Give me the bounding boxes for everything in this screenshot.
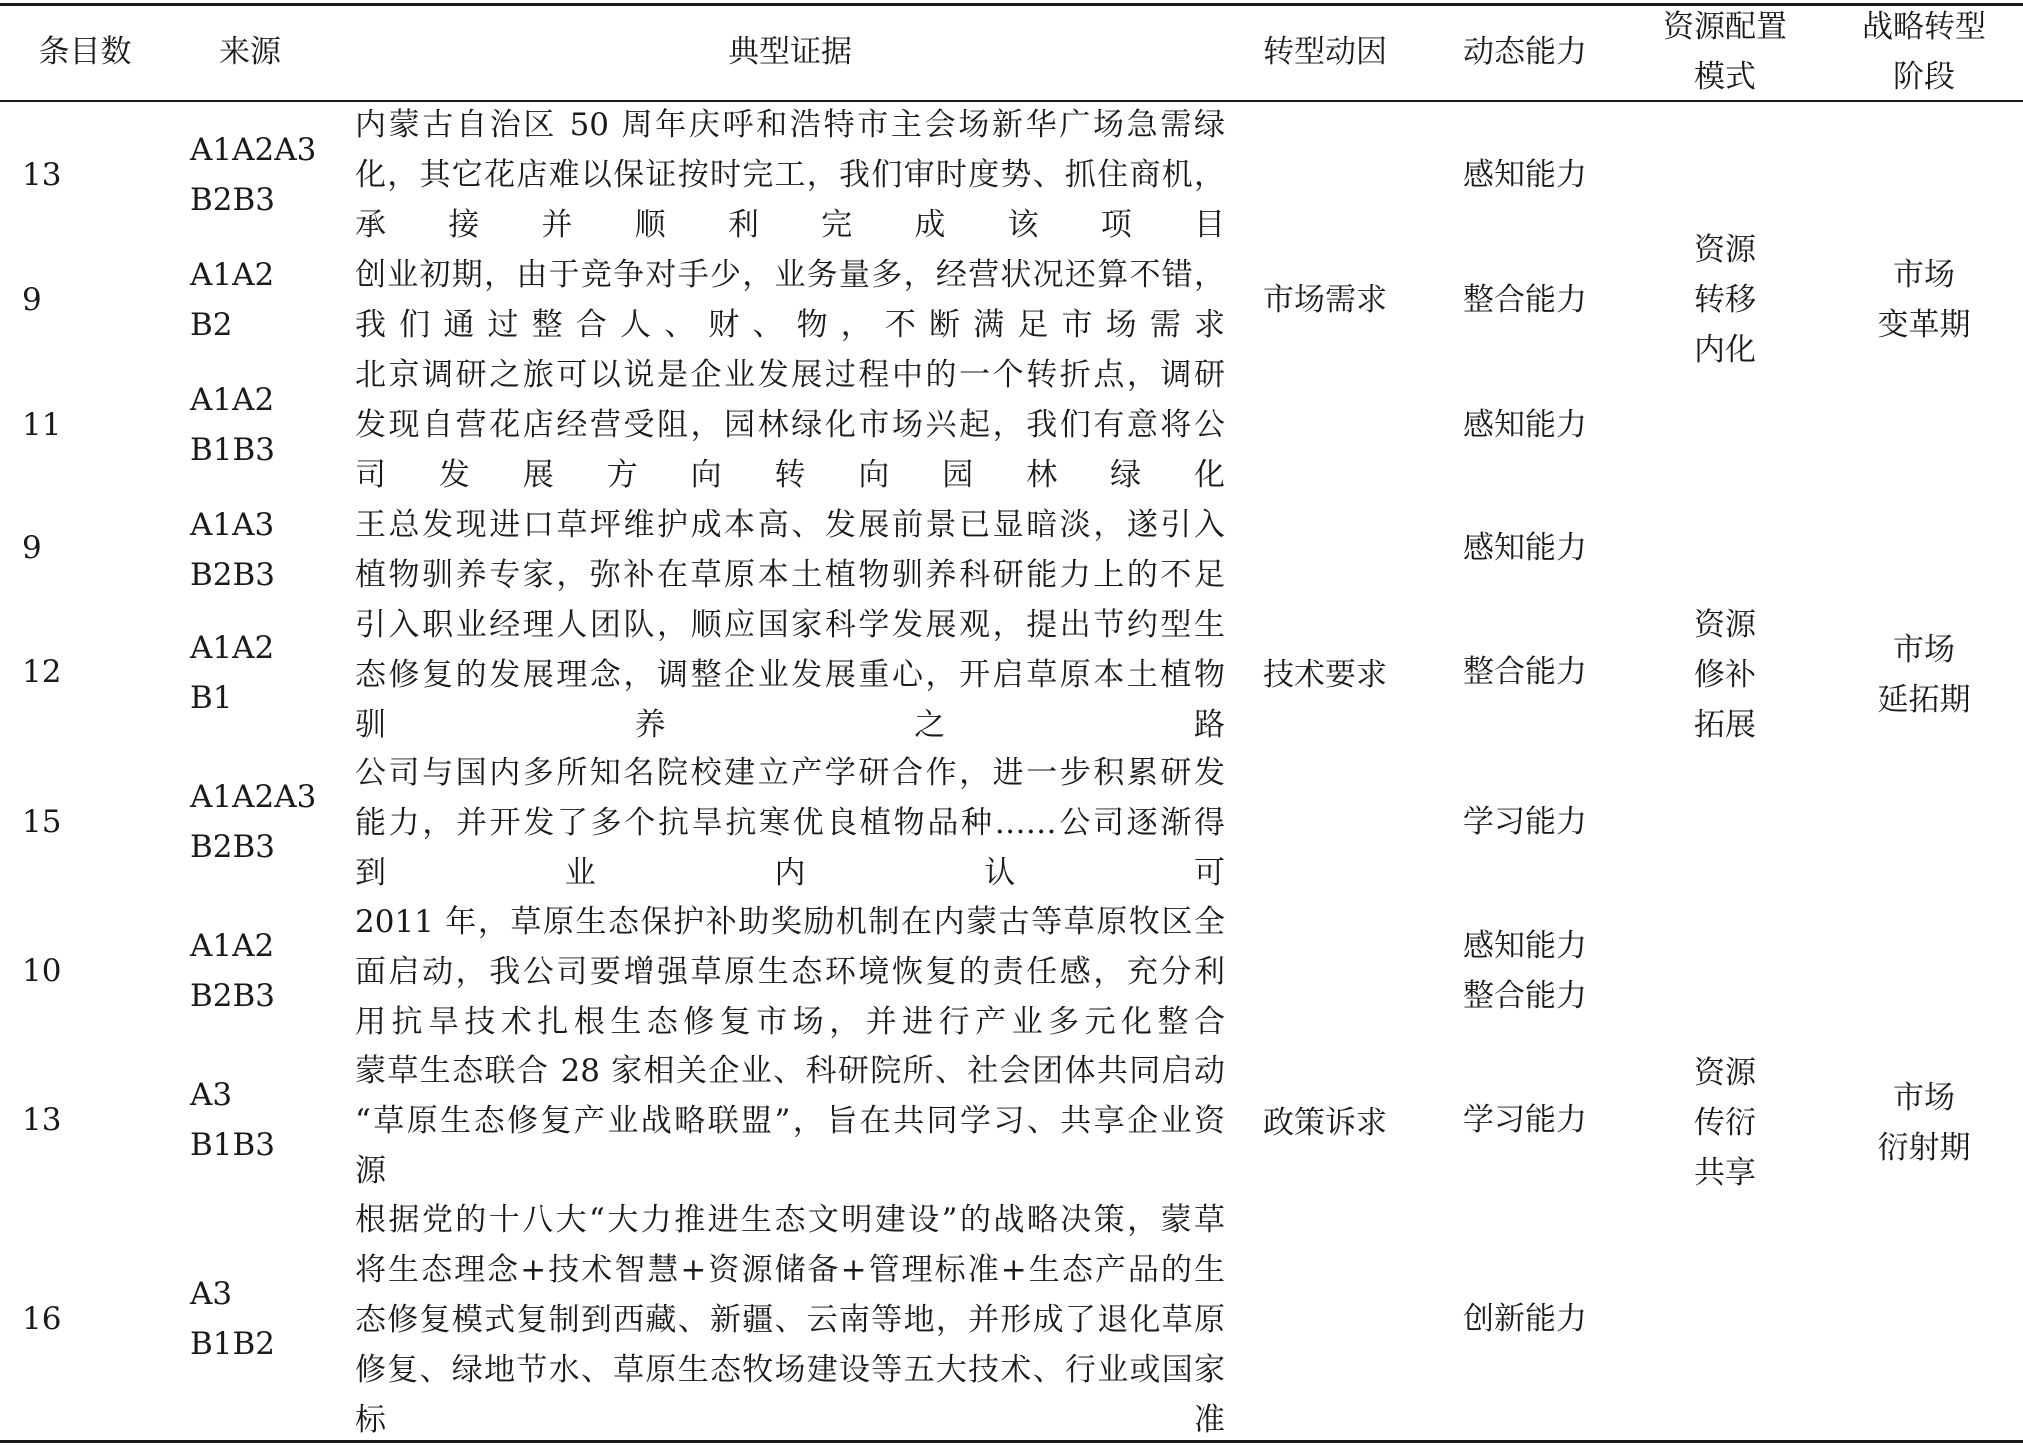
row-source-line: A1A2	[190, 928, 275, 964]
row-evidence	[355, 500, 1225, 600]
mode-line: 资源	[1694, 1055, 1756, 1091]
mode-line: 资源	[1694, 607, 1756, 643]
header-stage-line: 阶段	[1893, 59, 1955, 95]
stage-line: 市场	[1893, 257, 1955, 293]
evidence-line: 到业内认可	[355, 855, 1225, 891]
row-source-line: B2B3	[190, 182, 276, 218]
row-evidence	[355, 1046, 1225, 1196]
header-count: 条目数	[38, 34, 132, 70]
stage-line: 市场	[1893, 632, 1955, 668]
evidence-line: 用抗旱技术扎根生态修复市场，并进行产业多元化整合	[355, 1004, 1225, 1040]
evidence-line: 北京调研之旅可以说是企业发展过程中的一个转折点，调研	[355, 357, 1225, 393]
row-evidence	[355, 1195, 1225, 1445]
group-stage	[1825, 625, 2023, 725]
evidence-line: 发现自营花店经营受阻，园林绿化市场兴起，我们有意将公	[355, 407, 1225, 443]
row-source	[190, 1269, 275, 1369]
evidence-line: 标准	[355, 1402, 1225, 1438]
row-count: 15	[22, 804, 62, 840]
group-mode	[1625, 600, 1825, 750]
stage-line: 变革期	[1877, 307, 1971, 343]
header-evidence: 典型证据	[728, 34, 852, 70]
group-stage	[1825, 1073, 2023, 1173]
evidence-line: 源	[355, 1153, 386, 1189]
mode-line: 共享	[1694, 1155, 1756, 1191]
row-source-line: A3	[190, 1276, 233, 1312]
stage-line: 市场	[1893, 1080, 1955, 1116]
group-mode	[1625, 225, 1825, 375]
row-evidence	[355, 748, 1225, 898]
row-source	[190, 500, 275, 600]
evidence-line: 承接并顺利完成该项目	[355, 207, 1225, 243]
row-source	[190, 375, 275, 475]
row-evidence	[355, 100, 1225, 250]
row-evidence	[355, 250, 1225, 350]
group-driver: 市场需求	[1263, 282, 1387, 318]
row-source-line: B2	[190, 307, 233, 343]
row-source-line: B1B3	[190, 432, 276, 468]
evidence-line: 能力，并开发了多个抗旱抗寒优良植物品种……公司逐渐得	[355, 805, 1225, 841]
evidence-line: 创业初期，由于竞争对手少，业务量多，经营状况还算不错，	[355, 257, 1225, 293]
header-mode	[1625, 2, 1825, 102]
row-source-line: A3	[190, 1077, 233, 1113]
group-mode	[1625, 1048, 1825, 1198]
row-capability	[1425, 921, 1625, 1021]
row-capability: 感知能力	[1463, 530, 1587, 566]
row-source-line: B2B3	[190, 557, 276, 593]
row-source	[190, 772, 316, 872]
mode-line: 拓展	[1694, 707, 1756, 743]
evidence-line: 面启动，我公司要增强草原生态环境恢复的责任感，充分利	[355, 954, 1225, 990]
row-evidence	[355, 350, 1225, 500]
row-capability: 学习能力	[1463, 804, 1587, 840]
group-driver: 技术要求	[1263, 657, 1387, 693]
header-source: 来源	[219, 34, 281, 70]
row-count: 11	[22, 407, 62, 443]
row-source	[190, 623, 274, 723]
row-source-line: A1A2	[190, 382, 275, 418]
mode-line: 资源	[1694, 232, 1756, 268]
header-capability: 动态能力	[1463, 34, 1587, 70]
row-source	[190, 125, 316, 225]
row-count: 16	[22, 1301, 62, 1337]
row-capability: 整合能力	[1463, 282, 1587, 318]
mode-line: 转移	[1694, 282, 1756, 318]
group-stage	[1825, 250, 2023, 350]
evidence-line: 植物驯养专家，弥补在草原本土植物驯养科研能力上的不足	[355, 557, 1225, 593]
stage-line: 延拓期	[1877, 682, 1971, 718]
row-source	[190, 921, 275, 1021]
header-mode-line: 资源配置	[1663, 9, 1787, 45]
evidence-line: 2011 年，草原生态保护补助奖励机制在内蒙古等草原牧区全	[355, 904, 1225, 940]
row-source-line: A1A2	[190, 630, 275, 666]
row-source-line: B2B3	[190, 978, 276, 1014]
capability-line: 感知能力	[1463, 928, 1587, 964]
evidence-line: 将生态理念+技术智慧+资源储备+管理标准+生态产品的生	[355, 1252, 1225, 1288]
evidence-line: “草原生态修复产业战略联盟”，旨在共同学习、共享企业资	[355, 1103, 1225, 1139]
row-count: 13	[22, 157, 62, 193]
row-source-line: B1	[190, 680, 233, 716]
row-count: 10	[22, 953, 62, 989]
row-source-line: A1A2A3	[190, 779, 317, 815]
evidence-line: 化，其它花店难以保证按时完工，我们审时度势、抓住商机，	[355, 157, 1225, 193]
evidence-line: 态修复模式复制到西藏、新疆、云南等地，并形成了退化草原	[355, 1302, 1225, 1338]
row-source-line: A1A2	[190, 257, 275, 293]
row-count: 12	[22, 654, 62, 690]
evidence-line: 修复、绿地节水、草原生态牧场建设等五大技术、行业或国家	[355, 1352, 1225, 1388]
row-source	[190, 1070, 275, 1170]
evidence-line: 我们通过整合人、财、物，不断满足市场需求	[355, 307, 1225, 343]
row-source-line: B1B2	[190, 1326, 276, 1362]
row-capability: 学习能力	[1463, 1102, 1587, 1138]
row-source-line: A1A2A3	[190, 132, 317, 168]
evidence-line: 公司与国内多所知名院校建立产学研合作，进一步积累研发	[355, 755, 1225, 791]
row-count: 13	[22, 1102, 62, 1138]
row-capability: 感知能力	[1463, 407, 1587, 443]
evidence-line: 态修复的发展理念，调整企业发展重心，开启草原本土植物	[355, 657, 1225, 693]
evidence-line: 内蒙古自治区 50 周年庆呼和浩特市主会场新华广场急需绿	[355, 107, 1225, 143]
evidence-line: 引入职业经理人团队，顺应国家科学发展观，提出节约型生	[355, 607, 1225, 643]
group-driver: 政策诉求	[1263, 1105, 1387, 1141]
row-source-line: B2B3	[190, 829, 276, 865]
row-capability: 整合能力	[1463, 654, 1587, 690]
row-evidence	[355, 897, 1225, 1047]
capability-line: 整合能力	[1463, 978, 1587, 1014]
stage-line: 衍射期	[1877, 1130, 1971, 1166]
header-mode-line: 模式	[1694, 59, 1756, 95]
evidence-line: 根据党的十八大“大力推进生态文明建设”的战略决策，蒙草	[355, 1202, 1225, 1238]
evidence-line: 王总发现进口草坪维护成本高、发展前景已显暗淡，遂引入	[355, 507, 1225, 543]
header-stage-line: 战略转型	[1862, 9, 1986, 45]
evidence-line: 驯养之路	[355, 707, 1225, 743]
evidence-line: 司发展方向转向园林绿化	[355, 457, 1225, 493]
row-count: 9	[22, 282, 42, 318]
row-evidence	[355, 600, 1225, 750]
row-source-line: A1A3	[190, 507, 275, 543]
mode-line: 修补	[1694, 657, 1756, 693]
row-count: 9	[22, 530, 42, 566]
row-capability: 感知能力	[1463, 157, 1587, 193]
header-driver: 转型动因	[1263, 34, 1387, 70]
header-stage	[1825, 2, 2023, 102]
mode-line: 内化	[1694, 332, 1756, 368]
evidence-line: 蒙草生态联合 28 家相关企业、科研院所、社会团体共同启动	[355, 1053, 1225, 1089]
row-capability: 创新能力	[1463, 1301, 1587, 1337]
mode-line: 传衍	[1694, 1105, 1756, 1141]
row-source-line: B1B3	[190, 1127, 276, 1163]
row-source	[190, 250, 274, 350]
